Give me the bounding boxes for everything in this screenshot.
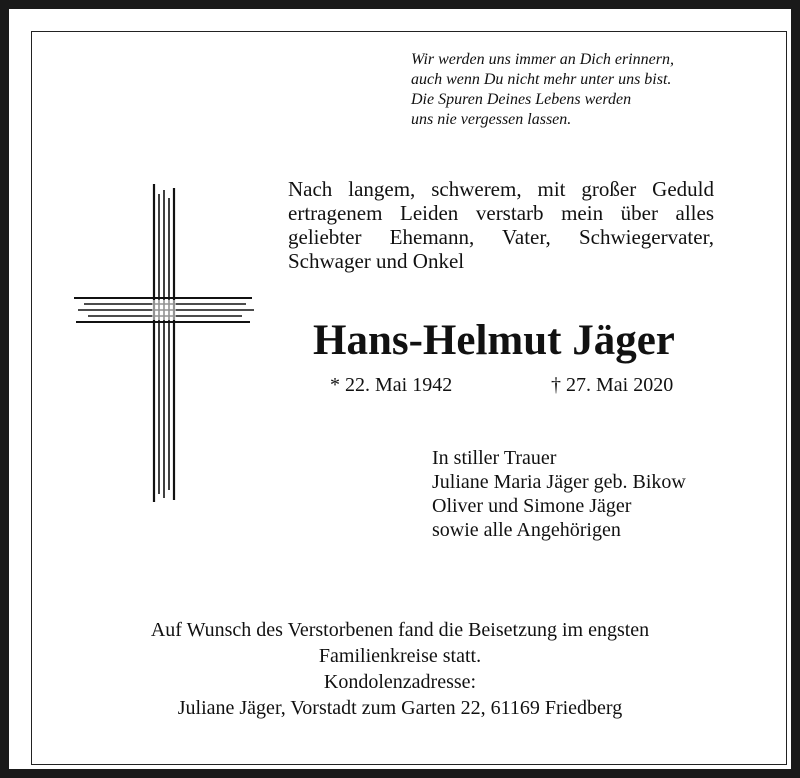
cross-icon <box>70 184 256 504</box>
condolence-address: Juliane Jäger, Vorstadt zum Garten 22, 61169 Friedberg <box>177 697 623 719</box>
intro-line: ertragenem Leiden verstarb mein über alles <box>288 201 714 225</box>
memorial-poem <box>411 50 674 130</box>
intro-line: geliebter Ehemann, Vater, Schwiegervater, <box>288 225 714 249</box>
mourner-entry: Juliane Maria Jäger geb. Bikow <box>432 471 686 493</box>
poem-line: Die Spuren Deines Lebens werden <box>411 91 632 108</box>
mourner-entry: sowie alle Angehörigen <box>432 519 621 541</box>
mourner-entry: Oliver und Simone Jäger <box>432 495 632 517</box>
poem-line: uns nie vergessen lassen. <box>411 111 572 128</box>
poem-line: Wir werden uns immer an Dich erinnern, <box>411 51 674 68</box>
death-date: † 27. Mai 2020 <box>551 374 674 396</box>
mourners-list <box>432 446 686 542</box>
birth-date: * 22. Mai 1942 <box>330 374 453 396</box>
poem-line: auch wenn Du nicht mehr unter uns bist. <box>411 71 672 88</box>
mourners-heading: In stiller Trauer <box>432 447 557 469</box>
notice-line: Familienkreise statt. <box>318 645 482 667</box>
deceased-name: Hans-Helmut Jäger <box>313 317 675 364</box>
death-announcement-text <box>288 177 714 273</box>
condolence-label: Kondolenzadresse: <box>323 671 477 693</box>
intro-line: Nach langem, schwerem, mit großer Geduld <box>288 177 714 201</box>
intro-line: Schwager und Onkel <box>288 249 465 273</box>
notice-line: Auf Wunsch des Verstorbenen fand die Beisetzung im engsten <box>150 619 650 641</box>
funeral-notice <box>40 617 760 721</box>
